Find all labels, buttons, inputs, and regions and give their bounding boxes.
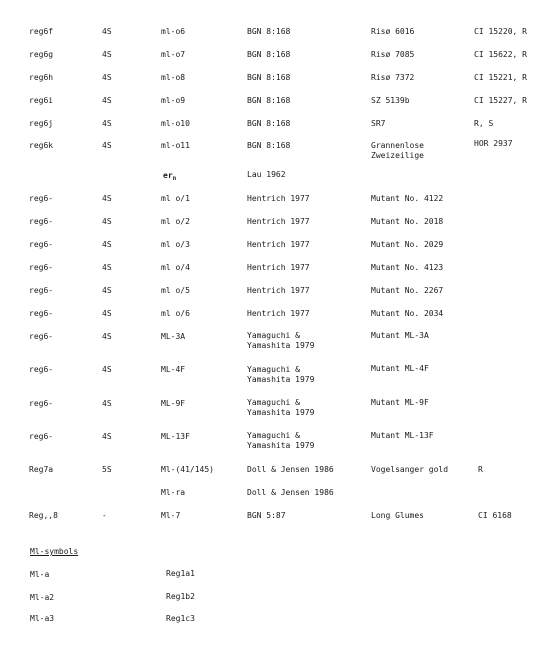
ml-locus: ml o/2 bbox=[161, 217, 190, 226]
ml-locus: ml-o7 bbox=[161, 50, 186, 59]
chromosome: 4S bbox=[102, 432, 112, 441]
ml-locus: Ml-(41/145) bbox=[161, 465, 214, 474]
source-line: Mutant No. 2029 bbox=[371, 240, 444, 249]
source-line: Mutant ML-4F bbox=[371, 364, 429, 373]
reference: Yamaguchi & bbox=[247, 331, 300, 340]
gene-symbol: reg6j bbox=[29, 119, 54, 128]
chromosome: 4S bbox=[102, 194, 112, 203]
reg-symbol: Reg1b2 bbox=[166, 592, 195, 601]
ml-symbol: Ml-a3 bbox=[30, 614, 55, 623]
reference-cont: Yamashita 1979 bbox=[247, 408, 315, 417]
ml-locus: ml-o11 bbox=[161, 141, 190, 150]
ml-locus: ml-o6 bbox=[161, 27, 186, 36]
reference: BGN 8:168 bbox=[247, 27, 291, 36]
reference-cont: Yamashita 1979 bbox=[247, 375, 315, 384]
chromosome: 4S bbox=[102, 141, 112, 150]
accession: R, S bbox=[474, 119, 494, 128]
gene-symbol: reg6- bbox=[29, 332, 54, 341]
gene-symbol: reg6- bbox=[29, 286, 54, 295]
chromosome: 4S bbox=[102, 365, 112, 374]
source-line: Vogelsanger gold bbox=[371, 465, 449, 474]
ml-symbol: Ml-a2 bbox=[30, 593, 55, 602]
source-line: Long Glumes bbox=[371, 511, 424, 520]
source-line: Risø 7372 bbox=[371, 73, 415, 82]
reference: Doll & Jensen 1986 bbox=[247, 465, 334, 474]
source-line: Mutant No. 4122 bbox=[371, 194, 444, 203]
gene-symbol: reg6k bbox=[29, 141, 54, 150]
source-line: Mutant ML-13F bbox=[371, 431, 434, 440]
reference-cont: Yamashita 1979 bbox=[247, 441, 315, 450]
ml-locus: ml o/5 bbox=[161, 286, 190, 295]
ml-locus: ml-o8 bbox=[161, 73, 186, 82]
chromosome: 4S bbox=[102, 50, 112, 59]
chromosome: 4S bbox=[102, 332, 112, 341]
ml-locus: ML-3A bbox=[161, 332, 186, 341]
chromosome: - bbox=[102, 511, 107, 520]
reg-symbol: Reg1a1 bbox=[166, 569, 195, 578]
er-subscript: n bbox=[172, 175, 177, 182]
accession: CI 15622, R bbox=[474, 50, 527, 59]
source-line: Risø 6016 bbox=[371, 27, 415, 36]
reference: BGN 8:168 bbox=[247, 50, 291, 59]
ml-locus: ml o/1 bbox=[161, 194, 190, 203]
gene-symbol: Reg7a bbox=[29, 465, 54, 474]
reference: Doll & Jensen 1986 bbox=[247, 488, 334, 497]
reference: Yamaguchi & bbox=[247, 398, 300, 407]
source-line: Mutant No. 2018 bbox=[371, 217, 444, 226]
ml-locus: ml o/3 bbox=[161, 240, 190, 249]
chromosome: 4S bbox=[102, 399, 112, 408]
source-line: Mutant No. 2267 bbox=[371, 286, 444, 295]
source-line: Mutant No. 2034 bbox=[371, 309, 444, 318]
chromosome: 4S bbox=[102, 309, 112, 318]
reg-symbol: Reg1c3 bbox=[166, 614, 195, 623]
reference: Hentrich 1977 bbox=[247, 263, 310, 272]
reference: Yamaguchi & bbox=[247, 365, 300, 374]
source-line-cont: Zweizeilige bbox=[371, 151, 424, 160]
source-line: SZ 5139b bbox=[371, 96, 410, 105]
gene-symbol: reg6- bbox=[29, 365, 54, 374]
source-line: Grannenlose bbox=[371, 141, 424, 150]
reference: Hentrich 1977 bbox=[247, 286, 310, 295]
gene-symbol: reg6- bbox=[29, 194, 54, 203]
ml-locus: ml-o10 bbox=[161, 119, 190, 128]
reference: Hentrich 1977 bbox=[247, 240, 310, 249]
ml-symbol: Ml-a bbox=[30, 570, 50, 579]
reference: BGN 8:168 bbox=[247, 119, 291, 128]
chromosome: 5S bbox=[102, 465, 112, 474]
gene-symbol: reg6i bbox=[29, 96, 54, 105]
reference: BGN 8:168 bbox=[247, 141, 291, 150]
reference: BGN 5:87 bbox=[247, 511, 286, 520]
source-line: Mutant ML-9F bbox=[371, 398, 429, 407]
gene-symbol: reg6- bbox=[29, 217, 54, 226]
accession: HOR 2937 bbox=[474, 139, 513, 148]
ml-locus: ML-4F bbox=[161, 365, 186, 374]
source-line: Mutant ML-3A bbox=[371, 331, 429, 340]
gene-symbol: reg6f bbox=[29, 27, 54, 36]
chromosome: 4S bbox=[102, 73, 112, 82]
chromosome: 4S bbox=[102, 96, 112, 105]
source-line: Risø 7085 bbox=[371, 50, 415, 59]
chromosome: 4S bbox=[102, 217, 112, 226]
source-line: Mutant No. 4123 bbox=[371, 263, 444, 272]
ml-locus: ml-o9 bbox=[161, 96, 186, 105]
source-line: SR7 bbox=[371, 119, 386, 128]
gene-symbol: Reg,,8 bbox=[29, 511, 58, 520]
ml-locus: ML-9F bbox=[161, 399, 186, 408]
gene-symbol: reg6- bbox=[29, 309, 54, 318]
ml-locus: ml o/6 bbox=[161, 309, 190, 318]
accession: CI 6168 bbox=[478, 511, 512, 520]
accession: CI 15227, R bbox=[474, 96, 527, 105]
ml-locus bbox=[163, 171, 176, 184]
chromosome: 4S bbox=[102, 119, 112, 128]
reference: Hentrich 1977 bbox=[247, 217, 310, 226]
gene-symbol: reg6- bbox=[29, 263, 54, 272]
reference: BGN 8:168 bbox=[247, 96, 291, 105]
gene-symbol: reg6- bbox=[29, 399, 54, 408]
reference: BGN 8:168 bbox=[247, 73, 291, 82]
reference-cont: Yamashita 1979 bbox=[247, 341, 315, 350]
ml-locus: ML-13F bbox=[161, 432, 190, 441]
gene-symbol: reg6h bbox=[29, 73, 54, 82]
reference: Lau 1962 bbox=[247, 170, 286, 179]
ml-locus: Ml-7 bbox=[161, 511, 181, 520]
reference: Hentrich 1977 bbox=[247, 194, 310, 203]
ml-locus: Ml-ra bbox=[161, 488, 186, 497]
gene-symbol: reg6g bbox=[29, 50, 54, 59]
er-symbol: er bbox=[163, 171, 173, 180]
reference: Hentrich 1977 bbox=[247, 309, 310, 318]
chromosome: 4S bbox=[102, 27, 112, 36]
chromosome: 4S bbox=[102, 286, 112, 295]
chromosome: 4S bbox=[102, 263, 112, 272]
reference: Yamaguchi & bbox=[247, 431, 300, 440]
ml-locus: ml o/4 bbox=[161, 263, 190, 272]
accession: CI 15221, R bbox=[474, 73, 527, 82]
gene-symbol: reg6- bbox=[29, 432, 54, 441]
accession: R bbox=[478, 465, 483, 474]
ml-symbols-heading: Ml-symbols bbox=[30, 547, 79, 556]
chromosome: 4S bbox=[102, 240, 112, 249]
gene-symbol: reg6- bbox=[29, 240, 54, 249]
accession: CI 15220, R bbox=[474, 27, 527, 36]
